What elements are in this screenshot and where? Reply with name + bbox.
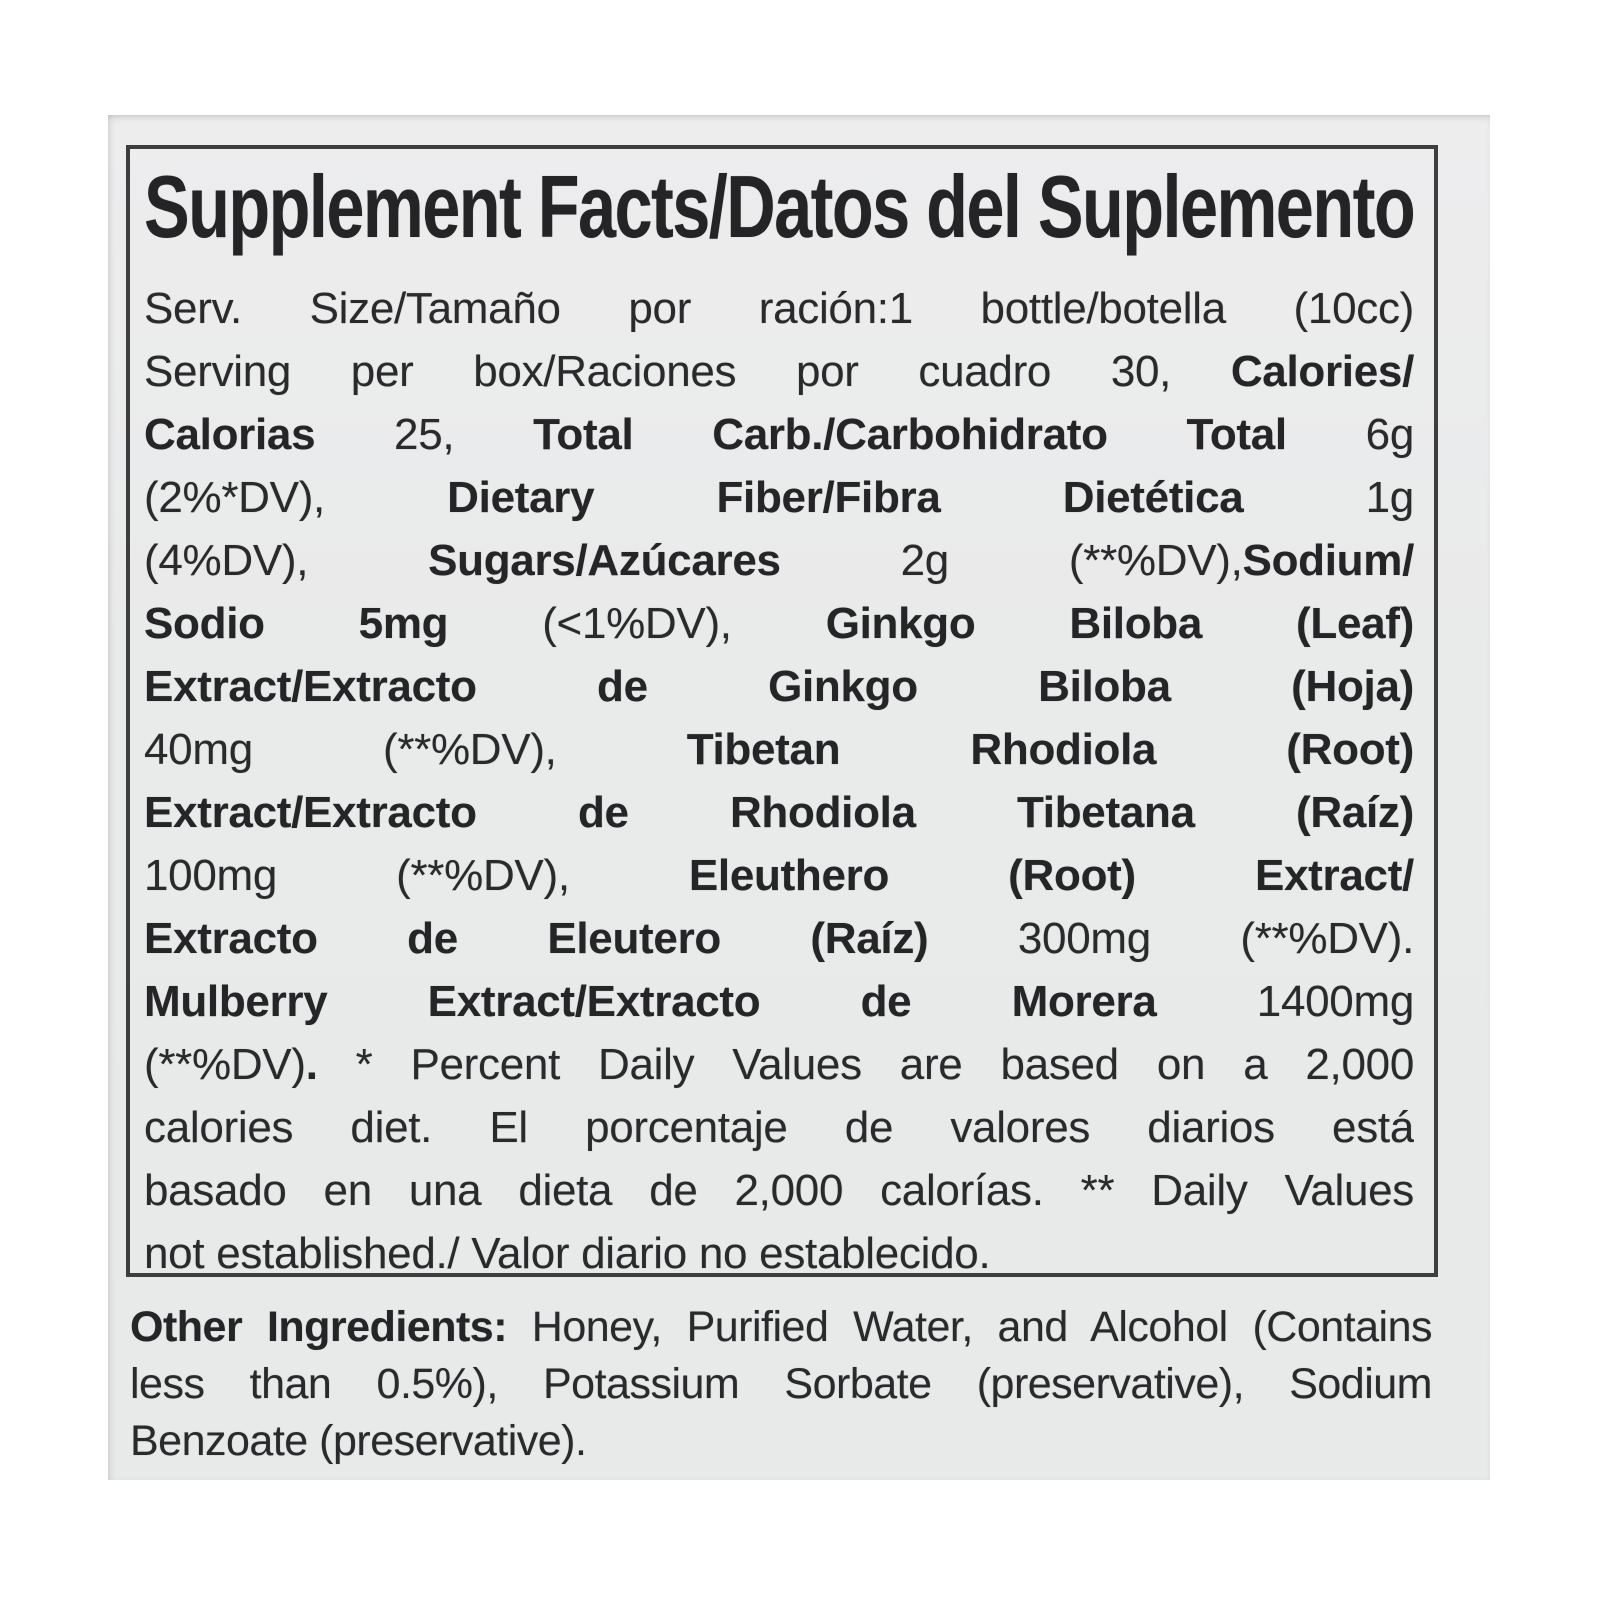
facts-line: Extract/Extracto de Rhodiola Tibetana (Raíz)	[144, 788, 1414, 837]
facts-line: (4%DV), Sugars/Azúcares 2g (**%DV),Sodium/	[144, 536, 1414, 585]
facts-line: Serv. Size/Tamaño por ración:1 bottle/botella (10cc)	[144, 284, 1414, 333]
facts-line: not established./ Valor diario no establecido.	[144, 1229, 991, 1278]
facts-line: Mulberry Extract/Extracto de Morera 1400mg	[144, 977, 1414, 1026]
facts-line: (**%DV). * Percent Daily Values are based on a 2,000	[144, 1040, 1414, 1089]
panel-title-row	[144, 157, 1415, 275]
facts-line: Calorias 25, Total Carb./Carbohidrato Total 6g	[144, 410, 1414, 459]
facts-line: Extract/Extracto de Ginkgo Biloba (Hoja)	[144, 662, 1414, 711]
facts-line: Extracto de Eleutero (Raíz) 300mg (**%DV).	[144, 914, 1414, 963]
label-photo	[108, 115, 1490, 1480]
facts-line: basado en una dieta de 2,000 calorías. ** Daily Values	[144, 1166, 1414, 1215]
other-ingredients-block	[130, 1299, 1432, 1470]
facts-lines	[144, 277, 1414, 1285]
other-ingredients-line: Other Ingredients: Honey, Purified Water, and Alcohol (Contains	[130, 1303, 1432, 1351]
other-ingredients-line: less than 0.5%), Potassium Sorbate (preservative), Sodium	[130, 1360, 1432, 1408]
panel-title: Supplement Facts/Datos del Suplemento	[144, 157, 1415, 256]
facts-line: Serving per box/Raciones por cuadro 30, Calories/	[144, 347, 1414, 396]
facts-line: 40mg (**%DV), Tibetan Rhodiola (Root)	[144, 725, 1414, 774]
facts-line: 100mg (**%DV), Eleuthero (Root) Extract/	[144, 851, 1414, 900]
facts-line: calories diet. El porcentaje de valores diarios está	[144, 1103, 1414, 1152]
facts-line: (2%*DV), Dietary Fiber/Fibra Dietética 1g	[144, 473, 1414, 522]
other-ingredients-line: Benzoate (preservative).	[130, 1417, 587, 1465]
facts-line: Sodio 5mg (<1%DV), Ginkgo Biloba (Leaf)	[144, 599, 1414, 648]
supplement-facts-panel	[126, 145, 1438, 1277]
